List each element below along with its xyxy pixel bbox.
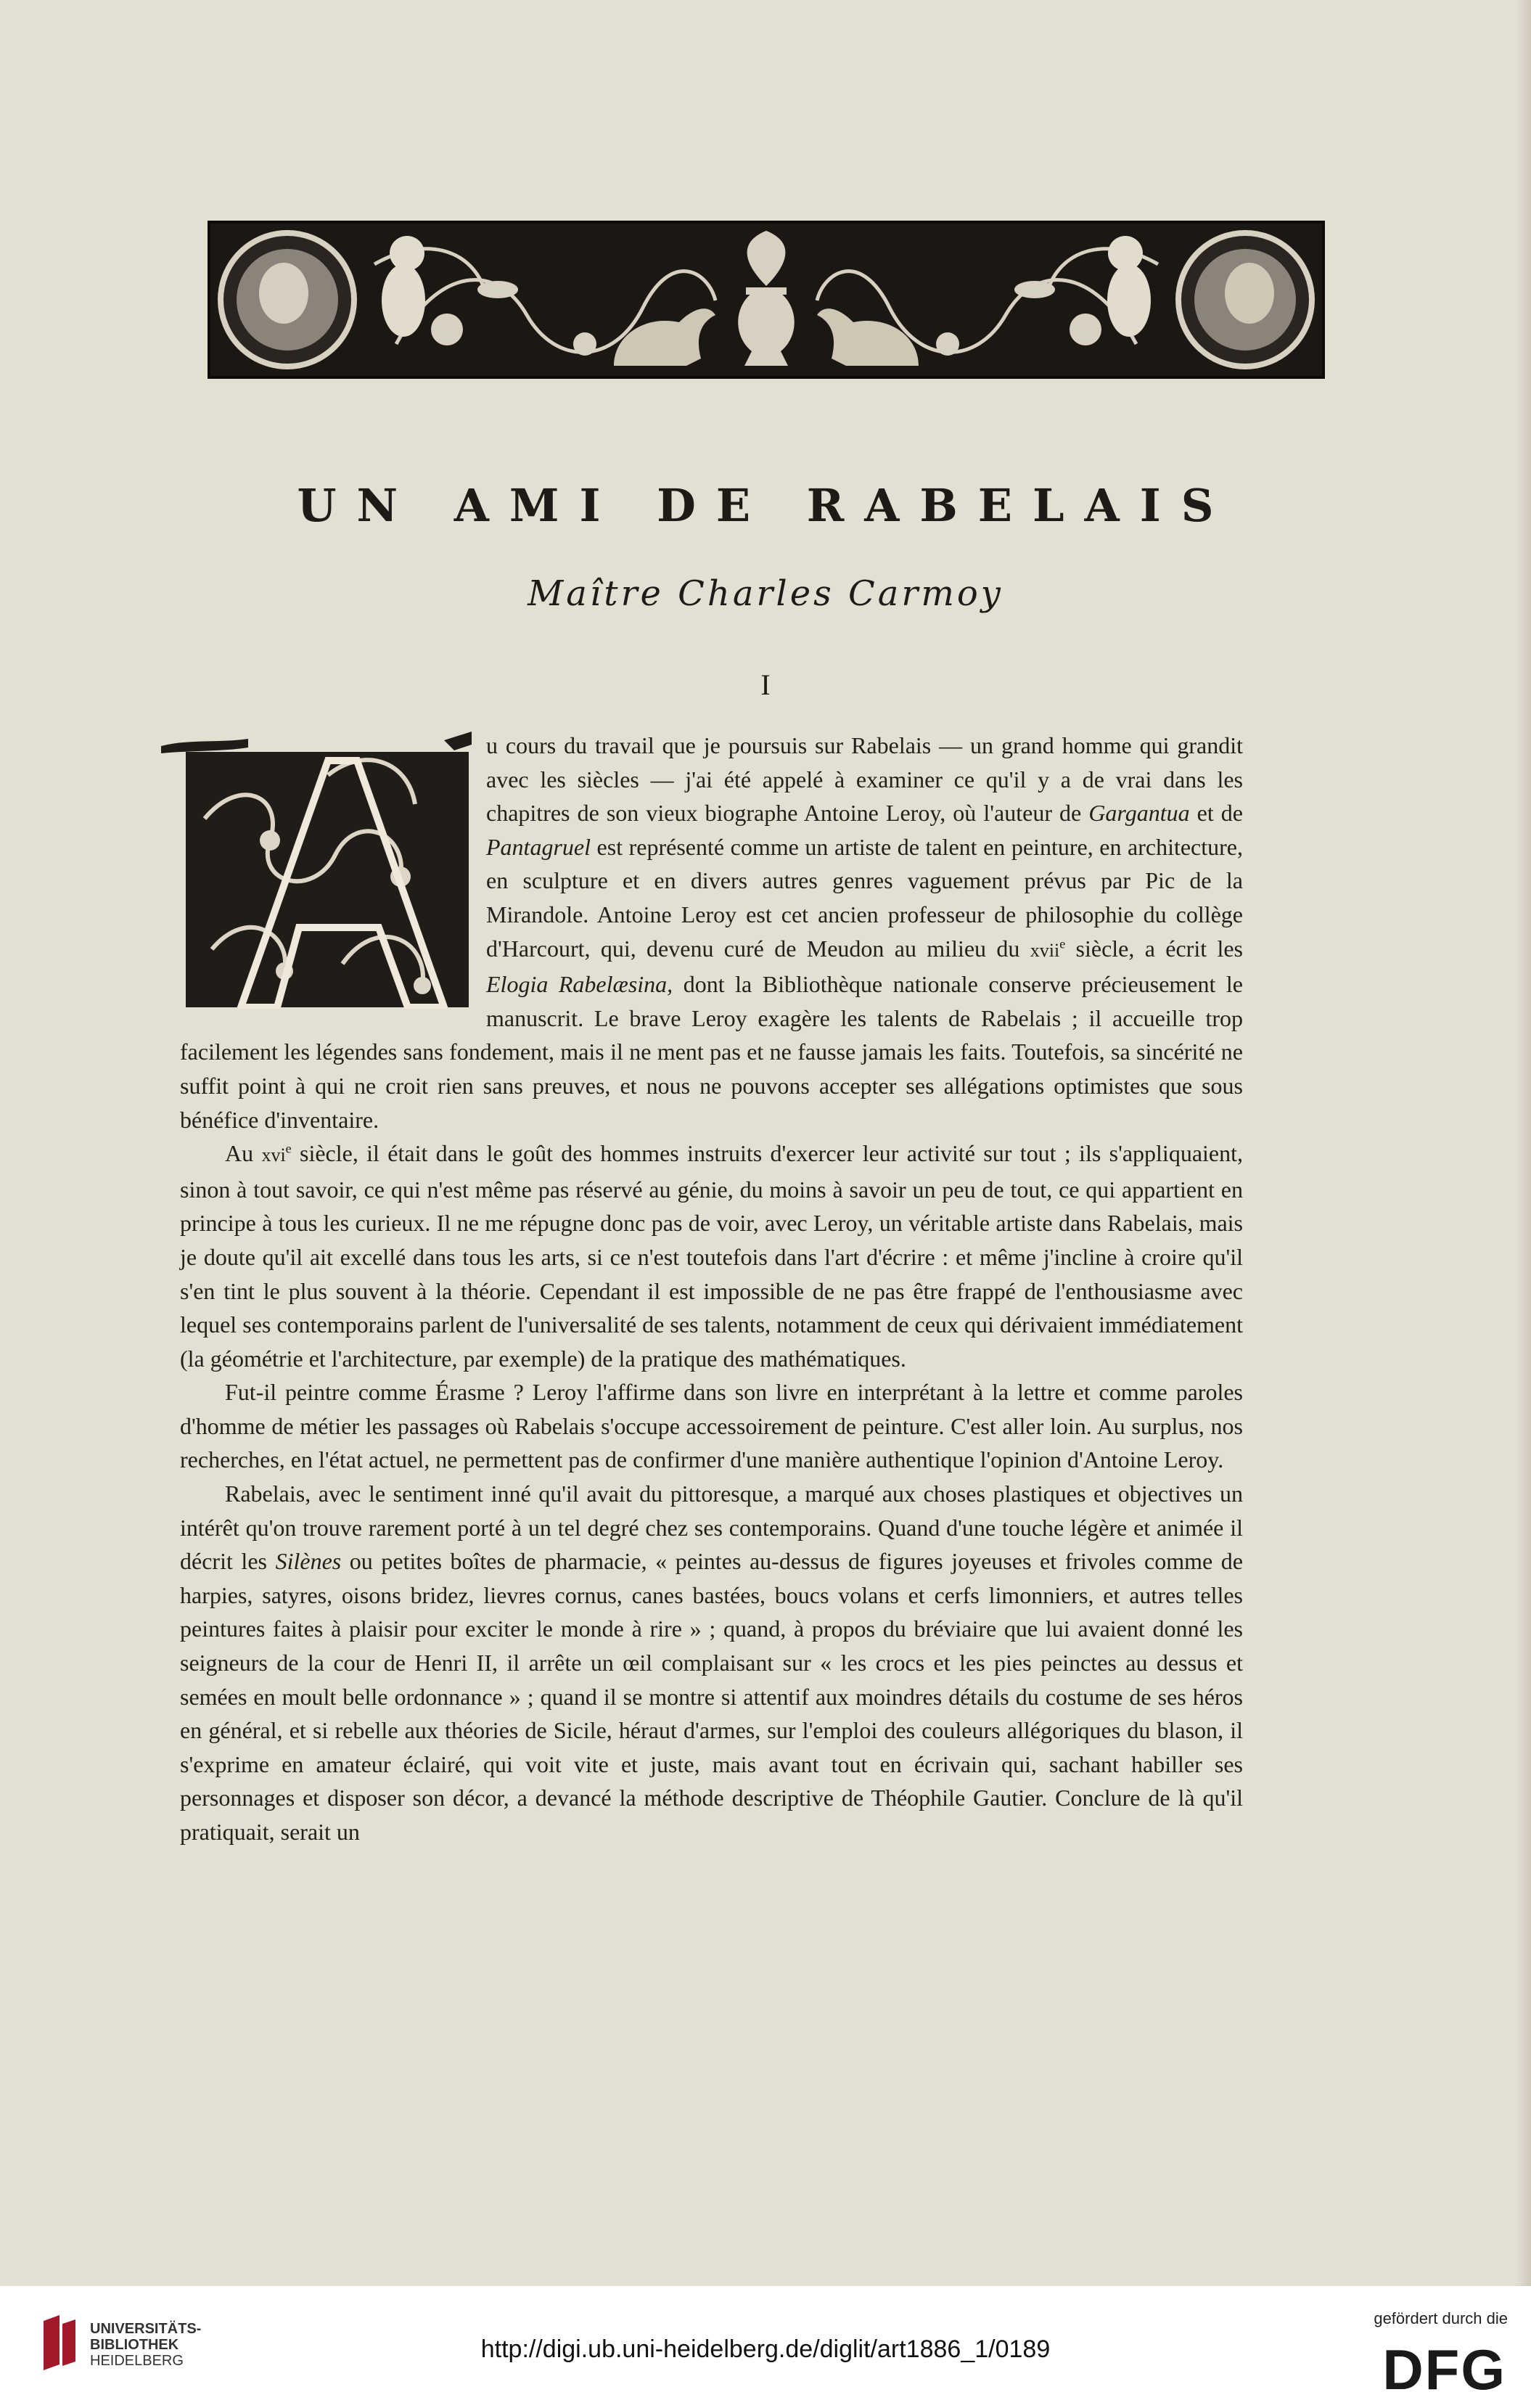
university-library-name: UNIVERSITÄTS- BIBLIOTHEK HEIDELBERG	[90, 2321, 202, 2369]
ornamental-header-banner	[208, 221, 1325, 379]
body-paragraph	[180, 1137, 1243, 1375]
text-run: e	[1059, 935, 1066, 951]
sponsor-text: gefördert durch die	[1374, 2309, 1508, 2327]
text-run: Gargantua	[1088, 800, 1190, 827]
initial-spacer	[180, 729, 486, 1032]
text-run: et de	[1189, 800, 1244, 827]
text-run: ou petites boîtes de pharmacie, « peintes au-dessus de figures joyeuses et frivoles comme de harpies, satyres, oisons bridez, lievres cornus, canes bastées, boucs volans et cerfs limonniers, et autres telles peintures faites à plaisir pour exciter le monde à rire » ; quand, à propos du bréviaire que lui avaient donné les seigneurs de la cour de Henri II, il arrête un œil complaisant sur « les crocs et les pies peinctes au dessus et semées en moult belle ordonnance » ; quand il se montre si attentif aux moindres détails du costume de ses héros en général, et si rebelle aux théories de Sicile, héraut d'armes, sur l'emploi des couleurs allégoriques du blason, il s'exprime en amateur éclairé, qui voit vite et juste, mais avant tout en écrivain qui, sachant habiller ses personnages et disposer son décor, a devancé la méthode descriptive de Théophile Gautier. Conclure de là qu'il pratiquait, serait un	[180, 1548, 1244, 1845]
text-run: e	[285, 1141, 292, 1156]
body-paragraph	[180, 1477, 1243, 1849]
article-title: UN AMI DE RABELAIS	[297, 479, 1234, 532]
text-run: Fut-il peintre comme Érasme ? Leroy l'affirme dans son livre en interprétant à la lettre et comme paroles d'homme de métier les passages où Rabelais s'occupe accessoirement de peinture. C'est aller loin. Au surplus, nos recherches, en l'état actuel, ne permettent pas de confirmer d'une manière authentique l'opinion d'Antoine Leroy.	[180, 1379, 1243, 1473]
dfg-logo: DFG	[1382, 2338, 1506, 2401]
text-run: Pantagruel	[486, 833, 591, 860]
text-run: est représenté comme un artiste de talent en peinture, en architecture, en sculpture et en divers autres genres vaguement prévus par Pic de la Mirandole. Antoine Leroy est cet ancien professeur de philosophie du collège d'Harcourt, qui, devenu curé de Meudon au milieu du	[486, 833, 1243, 962]
section-number: I	[760, 668, 771, 701]
text-run: Silènes	[275, 1548, 342, 1575]
text-run: xvi	[261, 1144, 286, 1166]
text-run: dont la Bibliothèque nationale conserve précieusement le manuscrit. Le brave Leroy exagère les talents de Rabelais ; il accueille trop facilement les légendes sans fondement, mais il ne ment pas et ne fausse jamais les faits. Toutefois, sa sincérité ne suffit point à qui ne croit rien sans preuves, et nous ne pouvons accepter ses allégations optimistes que sous bénéfice d'inventaire.	[180, 971, 1244, 1133]
article-body	[180, 729, 1243, 1849]
text-run: xvii	[1030, 939, 1060, 961]
source-url[interactable]: http://digi.ub.uni-heidelberg.de/diglit/art1886_1/0189	[480, 2335, 1051, 2363]
text-run: Au	[225, 1140, 262, 1167]
body-paragraph	[180, 1375, 1243, 1477]
text-run: u cours du travail que je poursuis sur Rabelais — un grand homme qui grandit avec les siècles — j'ai été appelé à examiner ce qu'il y a de vrai dans les chapitres de son vieux biographe Antoine Leroy, où l'auteur de	[486, 732, 1243, 827]
text-run: Rabelais, avec le sentiment inné qu'il avait du pittoresque, a marqué aux choses plastiques et objectives un intérêt qu'on trouve rarement porté à un tel degré chez ses contemporains. Quand d'une touche légère et animée il décrit les	[180, 1481, 1243, 1575]
text-run: Elogia Rabelæsina,	[486, 971, 673, 998]
article-subtitle: Maître Charles Carmoy	[528, 573, 1003, 614]
body-paragraph	[180, 729, 1243, 1137]
text-run: siècle, a écrit les	[1065, 935, 1244, 962]
text-run: siècle, il était dans le goût des hommes instruits d'exercer leur activité sur tout ; ils s'appliquaient, sinon à tout savoir, ce qui n'est même pas réservé au génie, du moins à savoir un peu de tout, ce qui appartient en principe à tous les curieux. Il ne me répugne donc pas de voir, avec Leroy, un véritable artiste dans Rabelais, mais je doute qu'il ait excellé dans tous les arts, si ce n'est toutefois dans l'art d'écrire : et même j'incline à croire qu'il s'en tint le plus souvent à la théorie. Cependant il est impossible de ne pas être frappé de l'enthousiasme avec lequel ses contemporains parlent de l'universalité de ses talents, notamment de ceux qui dérivaient immédiatement (la géométrie et l'architecture, par exemple) de la pratique des mathématiques.	[180, 1140, 1244, 1372]
